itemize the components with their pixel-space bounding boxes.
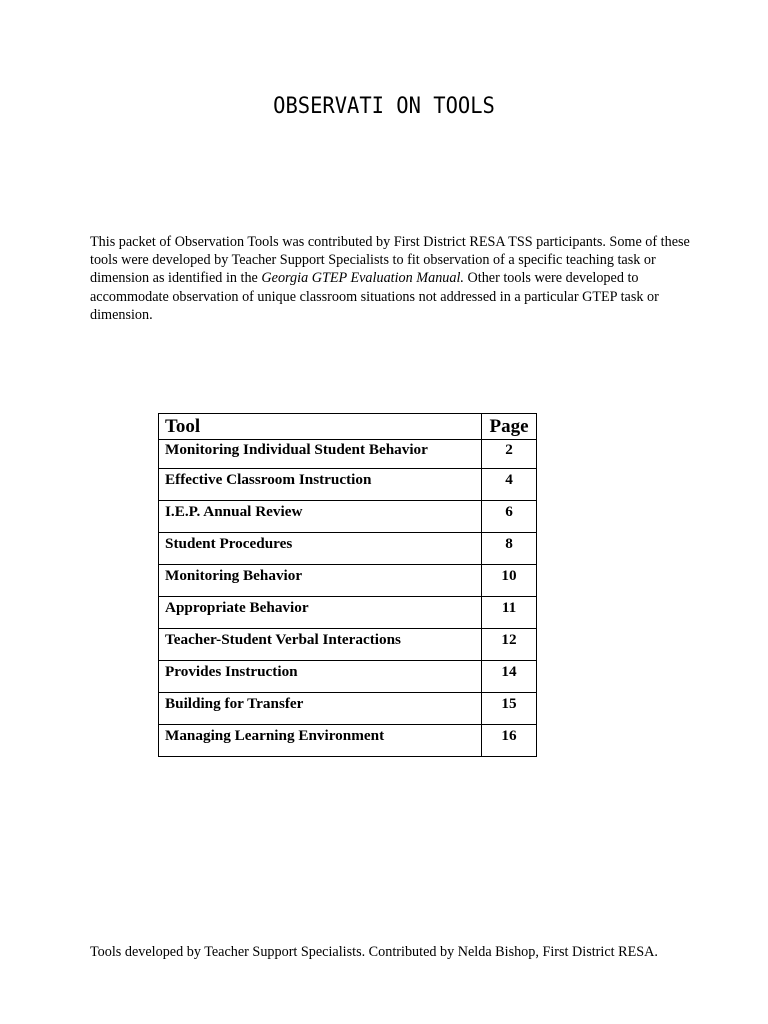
page-number: 4 bbox=[482, 469, 537, 501]
footer-credit: Tools developed by Teacher Support Specialists. Contributed by Nelda Bishop, First District RESA. bbox=[90, 944, 658, 960]
tool-name: Monitoring Behavior bbox=[159, 565, 482, 597]
intro-text-before: This packet of Observation Tools was contributed by First District RESA TSS participants. Some of these tools were developed by Teacher Support Specialists to fit observation of a specific teaching task or dimension as identified in the bbox=[90, 234, 690, 287]
tool-name: Monitoring Individual Student Behavior bbox=[159, 440, 482, 469]
page-number: 2 bbox=[482, 440, 537, 469]
page-number: 10 bbox=[482, 565, 537, 597]
page-number: 11 bbox=[482, 597, 537, 629]
page-number: 15 bbox=[482, 693, 537, 725]
table-header-row bbox=[159, 414, 537, 440]
table-row bbox=[159, 661, 537, 693]
page-number: 14 bbox=[482, 661, 537, 693]
tools-table bbox=[158, 413, 537, 757]
tool-name: Student Procedures bbox=[159, 533, 482, 565]
intro-manual-title: Georgia GTEP Evaluation Manual. bbox=[261, 270, 464, 287]
tool-name: Building for Transfer bbox=[159, 693, 482, 725]
table-row bbox=[159, 501, 537, 533]
tool-name: Effective Classroom Instruction bbox=[159, 469, 482, 501]
page-title: OBSERVATI ON TOOLS bbox=[273, 94, 495, 119]
header-page: Page bbox=[482, 414, 537, 440]
table-row bbox=[159, 565, 537, 597]
page-number: 16 bbox=[482, 725, 537, 757]
tool-name: Appropriate Behavior bbox=[159, 597, 482, 629]
table-row bbox=[159, 440, 537, 469]
page-number: 6 bbox=[482, 501, 537, 533]
tool-name: Managing Learning Environment bbox=[159, 725, 482, 757]
table-row bbox=[159, 629, 537, 661]
table-row bbox=[159, 469, 537, 501]
page-number: 12 bbox=[482, 629, 537, 661]
table-row bbox=[159, 597, 537, 629]
tool-name: Provides Instruction bbox=[159, 661, 482, 693]
intro-paragraph bbox=[90, 233, 690, 324]
table-row bbox=[159, 725, 537, 757]
table-row bbox=[159, 533, 537, 565]
page-number: 8 bbox=[482, 533, 537, 565]
header-tool: Tool bbox=[159, 414, 482, 440]
intro-text-after: Other tools were developed to accommodate observation of unique classroom situations not addressed in a particular GTEP task or dimension. bbox=[90, 270, 659, 323]
tool-name: I.E.P. Annual Review bbox=[159, 501, 482, 533]
table-row bbox=[159, 693, 537, 725]
tool-name: Teacher-Student Verbal Interactions bbox=[159, 629, 482, 661]
